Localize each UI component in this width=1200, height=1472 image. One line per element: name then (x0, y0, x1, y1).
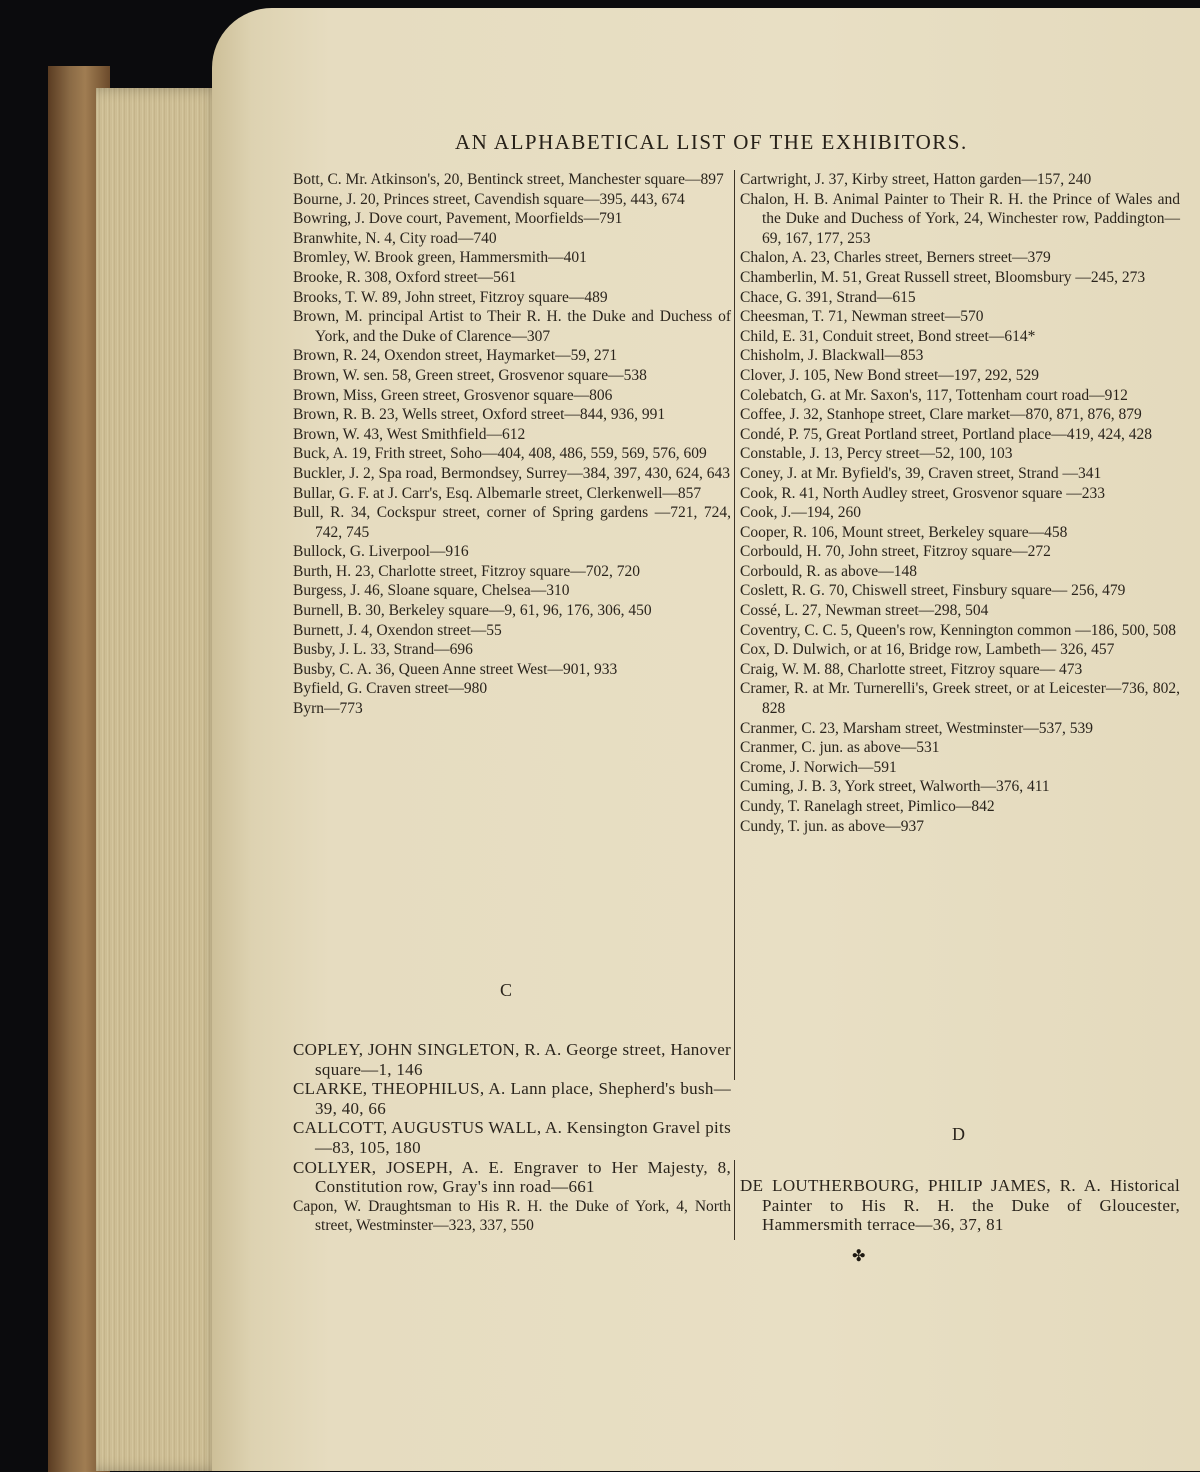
left-column-b-entries (293, 170, 731, 719)
section-letter-c: C (500, 980, 513, 1000)
list-item: Burgess, J. 46, Sloane square, Chelsea—310 (293, 582, 570, 600)
list-item: Busby, J. L. 33, Strand—696 (293, 641, 473, 659)
right-column-c-entries (740, 170, 1180, 836)
list-item: Byfield, G. Craven street—980 (293, 680, 488, 698)
list-item: Busby, C. A. 36, Queen Anne street West—901, 933 (293, 660, 618, 678)
list-item: Coney, J. at Mr. Byfield's, 39, Craven street, Strand —341 (740, 464, 1102, 482)
list-item: Cook, J.—194, 260 (740, 504, 861, 522)
list-item: Burth, H. 23, Charlotte street, Fitzroy square—702, 720 (293, 562, 640, 580)
list-item: Brown, W. sen. 58, Green street, Grosvenor square—538 (293, 366, 647, 384)
list-item: Cook, R. 41, North Audley street, Grosvenor square —233 (740, 484, 1106, 502)
list-item: COLLYER, JOSEPH, A. E. Engraver to Her Majesty, 8, Constitution row, Gray's inn road—661 (293, 1157, 731, 1197)
list-item: Corbould, R. as above—148 (740, 562, 917, 580)
list-item: Child, E. 31, Conduit street, Bond street—614* (740, 327, 1036, 345)
list-item: Burnell, B. 30, Berkeley square—9, 61, 96, 176, 306, 450 (293, 602, 652, 620)
list-item: Bott, C. Mr. Atkinson's, 20, Bentinck street, Manchester square—897 (293, 171, 724, 188)
list-item: DE LOUTHERBOURG, PHILIP JAMES, R. A. Historical Painter to His R. H. the Duke of Gloucester, Hammersmith terrace—36, 37, 81 (740, 1176, 1180, 1235)
list-item: Chace, G. 391, Strand—615 (740, 288, 916, 306)
page-heading: AN ALPHABETICAL LIST OF THE EXHIBITORS. (455, 130, 968, 154)
list-item: Colebatch, G. at Mr. Saxon's, 117, Tottenham court road—912 (740, 386, 1128, 404)
list-item: Buck, A. 19, Frith street, Soho—404, 408, 486, 559, 569, 576, 609 (293, 445, 707, 463)
right-column-d-entries (740, 1176, 1180, 1235)
list-item: COPLEY, JOHN SINGLETON, R. A. George street, Hanover square—1, 146 (293, 1040, 731, 1079)
list-item: Capon, W. Draughtsman to His R. H. the Duke of York, 4, North street, Westminster—323, 337, 550 (293, 1197, 731, 1235)
column-rule (734, 170, 735, 1080)
list-item: Cramer, R. at Mr. Turnerelli's, Greek street, or at Leicester—736, 802, 828 (740, 680, 1180, 718)
list-item: Cartwright, J. 37, Kirby street, Hatton garden—157, 240 (740, 171, 1092, 188)
list-item: Brown, W. 43, West Smithfield—612 (293, 425, 526, 443)
list-item: Cranmer, C. 23, Marsham street, Westminster—537, 539 (740, 719, 1093, 737)
list-item: CALLCOTT, AUGUSTUS WALL, A. Kensington Gravel pits—83, 105, 180 (293, 1118, 731, 1157)
list-item: Cundy, T. jun. as above—937 (740, 817, 924, 835)
list-item: Bromley, W. Brook green, Hammersmith—401 (293, 249, 587, 267)
left-column-c-entries (293, 1040, 731, 1236)
list-item: Brown, M. principal Artist to Their R. H. the Duke and Duchess of York, and the Duke of Clarence—307 (293, 308, 731, 345)
list-item: Clover, J. 105, New Bond street—197, 292, 529 (740, 366, 1040, 384)
list-item: Craig, W. M. 88, Charlotte street, Fitzroy square— 473 (740, 660, 1083, 678)
list-item: Buckler, J. 2, Spa road, Bermondsey, Surrey—384, 397, 430, 624, 643 (293, 464, 731, 482)
list-item: Cuming, J. B. 3, York street, Walworth—376, 411 (740, 778, 1050, 796)
ornament-icon: ✤ (852, 1248, 866, 1265)
list-item: Burnett, J. 4, Oxendon street—55 (293, 621, 502, 639)
section-letter-d: D (952, 1124, 965, 1144)
list-item: Byrn—773 (293, 700, 363, 718)
column-rule-lower (734, 1160, 735, 1240)
list-item: Bull, R. 34, Cockspur street, corner of Spring gardens —721, 724, 742, 745 (293, 504, 731, 541)
list-item: Cossé, L. 27, Newman street—298, 504 (740, 602, 989, 620)
list-item: Coffee, J. 32, Stanhope street, Clare market—870, 871, 876, 879 (740, 406, 1142, 424)
list-item: Branwhite, N. 4, City road—740 (293, 229, 497, 247)
list-item: Cooper, R. 106, Mount street, Berkeley square—458 (740, 523, 1068, 541)
list-item: Brown, R. B. 23, Wells street, Oxford street—844, 936, 991 (293, 406, 666, 424)
list-item: Coslett, R. G. 70, Chiswell street, Finsbury square— 256, 479 (740, 582, 1126, 600)
list-item: Brooke, R. 308, Oxford street—561 (293, 268, 517, 286)
list-item: Bullar, G. F. at J. Carr's, Esq. Albemarle street, Clerkenwell—857 (293, 484, 702, 502)
list-item: Brown, R. 24, Oxendon street, Haymarket—59, 271 (293, 347, 618, 365)
list-item: Chamberlin, M. 51, Great Russell street, Bloomsbury —245, 273 (740, 268, 1146, 286)
list-item: Cox, D. Dulwich, or at 16, Bridge row, Lambeth— 326, 457 (740, 641, 1115, 659)
page-edges (96, 88, 222, 1471)
list-item: Chisholm, J. Blackwall—853 (740, 347, 924, 365)
list-item: Brown, Miss, Green street, Grosvenor square—806 (293, 386, 613, 404)
list-item: Bullock, G. Liverpool—916 (293, 543, 469, 561)
list-item: Condé, P. 75, Great Portland street, Portland place—419, 424, 428 (740, 425, 1152, 443)
list-item: Constable, J. 13, Percy street—52, 100, 103 (740, 445, 1013, 463)
list-item: Cheesman, T. 71, Newman street—570 (740, 308, 984, 326)
list-item: Bourne, J. 20, Princes street, Cavendish square—395, 443, 674 (293, 190, 685, 208)
list-item: Corbould, H. 70, John street, Fitzroy square—272 (740, 543, 1051, 561)
list-item: Bowring, J. Dove court, Pavement, Moorfields—791 (293, 210, 623, 228)
list-item: Chalon, A. 23, Charles street, Berners street—379 (740, 249, 1051, 267)
list-item: CLARKE, THEOPHILUS, A. Lann place, Shepherd's bush—39, 40, 66 (293, 1079, 731, 1118)
list-item: Cundy, T. Ranelagh street, Pimlico—842 (740, 798, 995, 815)
list-item: Brooks, T. W. 89, John street, Fitzroy square—489 (293, 288, 608, 306)
list-item: Crome, J. Norwich—591 (740, 758, 897, 776)
list-item: Cranmer, C. jun. as above—531 (740, 739, 940, 757)
list-item: Chalon, H. B. Animal Painter to Their R. H. the Prince of Wales and the Duke and Duchess of York, 24, Winchester row, Paddington—69, 167, 177, 253 (740, 190, 1180, 247)
list-item: Coventry, C. C. 5, Queen's row, Kennington common —186, 500, 508 (740, 621, 1177, 639)
